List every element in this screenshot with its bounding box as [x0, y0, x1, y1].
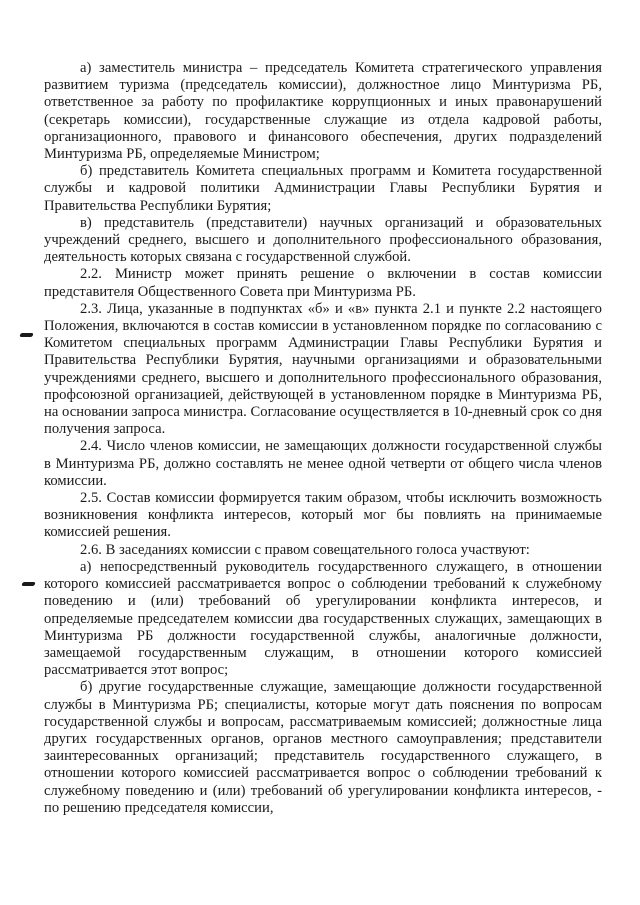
- paragraph-2-3: 2.3. Лица, указанные в подпунктах «б» и «в» пункта 2.1 и пункте 2.2 настоящего Положения, включаются в состав комиссии в установленном порядке по согласованию с Комитетом специальных программ Администрации Главы Республики Бурятия и Правительства Республики Бурятия, научными организациями и образовательными учреждениями среднего, высшего и дополнительного профессионального образования, профсоюзной организацией, действующей в установленном порядке в Минтуризма РБ, на основании запроса министра. Согласование осуществляется в 10-дневный срок со дня получения запроса.: [44, 300, 602, 438]
- margin-mark: [19, 333, 33, 337]
- paragraph-2-4: 2.4. Число членов комиссии, не замещающих должности государственной службы в Минтуризма РБ, должно составлять не менее одной четверти от общего числа членов комиссии.: [44, 438, 602, 489]
- paragraph-2-1-v: в) представитель (представители) научных организаций и образовательных учреждений среднего, высшего и дополнительного профессионального образования, деятельность которых связана с государственной службой.: [44, 214, 602, 266]
- paragraph-2-1-a: а) заместитель министра – председатель Комитета стратегического управления развитием туризма (председатель комиссии), должностное лицо Минтуризма РБ, ответственное за работу по профилактике коррупционных и иных правонарушений (секретарь комиссии), государственные служащие из отдела кадровой работы, организационного, правового и финансового обеспечения, других подразделений Минтуризма РБ, определяемые Министром;: [44, 60, 602, 163]
- margin-mark: [21, 582, 35, 586]
- document-page: [44, 60, 602, 817]
- paragraph-2-6: 2.6. В заседаниях комиссии с правом совещательного голоса участвуют:: [80, 541, 530, 558]
- paragraph-2-1-b: б) представитель Комитета специальных программ и Комитета государственной службы и кадровой политики Администрации Главы Республики Бурятия и Правительства Республики Бурятия;: [44, 163, 602, 214]
- paragraph-2-5: 2.5. Состав комиссии формируется таким образом, чтобы исключить возможность возникновения конфликта интересов, который мог бы повлиять на принимаемые комиссией решения.: [44, 490, 602, 541]
- paragraph-2-6-a: а) непосредственный руководитель государственного служащего, в отношении которого комиссией рассматривается вопрос о соблюдении требований к служебному поведению и (или) требований об урегулировании конфликта интересов, и определяемые председателем комиссии два государственных служащих, замещающих в Минтуризма РБ должности государственной службы, аналогичные должности, замещаемой государственным служащим, в отношении которого комиссией рассматривается этот вопрос;: [44, 558, 602, 679]
- paragraph-2-2: 2.2. Министр может принять решение о включении в состав комиссии представителя Общественного Совета при Минтуризма РБ.: [44, 266, 602, 300]
- paragraph-2-6-b: б) другие государственные служащие, замещающие должности государственной службы в Минтуризма РБ; специалисты, которые могут дать пояснения по вопросам государственной службы и вопросам, рассматриваемым комиссией; должностные лица других государственных органов, органов местного самоуправления; представители заинтересованных организаций; представитель государственного служащего, в отношении которого комиссией рассматривается вопрос о соблюдении требований к служебному поведению и (или) требований об урегулировании конфликта интересов, - по решению председателя комиссии,: [44, 679, 602, 816]
